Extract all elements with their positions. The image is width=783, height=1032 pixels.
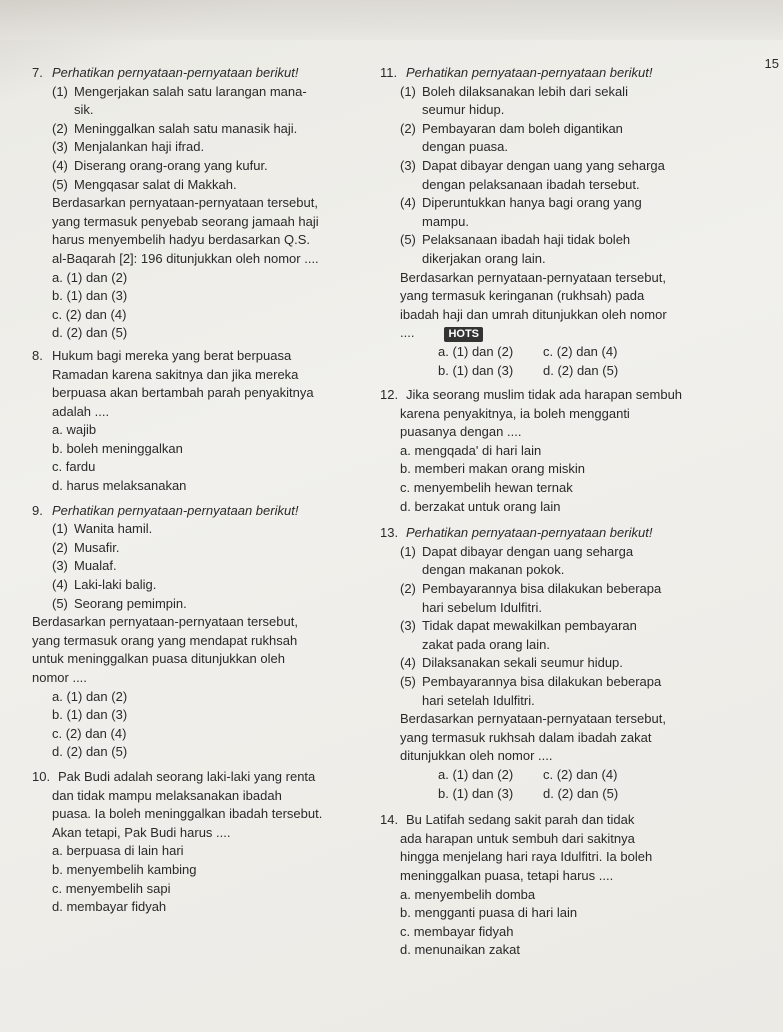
question-number: 9. bbox=[32, 502, 43, 518]
question-text-line: untuk meninggalkan puasa ditunjukkan oleh bbox=[32, 651, 285, 667]
statement-text: Seorang pemimpin. bbox=[74, 595, 187, 611]
statement-number: (2) bbox=[400, 120, 416, 136]
statement-item bbox=[32, 176, 392, 195]
answer-options bbox=[32, 269, 392, 343]
statement-item bbox=[380, 636, 760, 655]
question-10 bbox=[32, 768, 392, 917]
statement-list bbox=[32, 83, 392, 195]
statement-number: (1) bbox=[400, 83, 416, 99]
question-text-line: ada harapan untuk sembuh dari sakitnya bbox=[400, 830, 635, 846]
statement-item bbox=[380, 561, 760, 580]
statement-item bbox=[32, 120, 392, 139]
answer-option: b. (1) dan (3) bbox=[52, 288, 128, 304]
statement-item bbox=[32, 595, 392, 614]
statement-number: (5) bbox=[52, 595, 68, 611]
answer-option: c. (2) dan (4) bbox=[543, 343, 618, 359]
statement-number: (3) bbox=[400, 157, 416, 173]
answer-option: d. membayar fidyah bbox=[52, 899, 167, 915]
statement-text: Diperuntukkan hanya bagi orang yang bbox=[422, 195, 642, 211]
question-text-line: yang termasuk penyebab seorang jamaah haji bbox=[52, 213, 319, 229]
answer-option: d. (2) dan (5) bbox=[543, 785, 619, 801]
answer-option: a. berpuasa di lain hari bbox=[52, 843, 184, 859]
statement-item bbox=[32, 138, 392, 157]
statement-item bbox=[380, 250, 760, 269]
answer-option: c. menyembelih sapi bbox=[52, 880, 171, 896]
statement-text: Dapat dibayar dengan uang seharga bbox=[422, 543, 634, 559]
question-stem bbox=[380, 405, 760, 442]
question-number: 13. bbox=[380, 525, 399, 541]
answer-options bbox=[32, 842, 392, 916]
answer-options bbox=[380, 766, 760, 803]
question-text-line: karena penyakitnya, ia boleh mengganti bbox=[400, 405, 630, 421]
question-text-line: Jika seorang muslim tidak ada harapan sembuh bbox=[406, 387, 683, 403]
statement-item bbox=[32, 157, 392, 176]
statement-text: Dapat dibayar dengan uang yang seharga bbox=[422, 157, 665, 173]
question-text-line: ditunjukkan oleh nomor .... bbox=[400, 748, 553, 764]
statement-item bbox=[32, 576, 392, 595]
question-text-line: ibadah haji dan umrah ditunjukkan oleh nomor bbox=[400, 306, 667, 322]
statement-text: Pembayarannya bisa dilakukan beberapa bbox=[422, 674, 662, 689]
statement-text: hari setelah Idulfitri. bbox=[422, 692, 535, 708]
statement-text: Mengqasar salat di Makkah. bbox=[74, 176, 237, 192]
question-stem bbox=[380, 269, 760, 325]
statement-item bbox=[32, 101, 392, 120]
answer-options bbox=[380, 442, 760, 516]
statement-number: (2) bbox=[52, 539, 68, 555]
statement-number: (3) bbox=[52, 139, 68, 155]
question-text-line: dan tidak mampu melaksanakan ibadah bbox=[52, 787, 282, 803]
answer-options bbox=[32, 688, 392, 762]
statement-number: (4) bbox=[52, 157, 68, 173]
statement-number: (3) bbox=[400, 618, 416, 634]
statement-item bbox=[380, 138, 760, 157]
statement-text: Wanita hamil. bbox=[74, 521, 153, 537]
statement-number: (4) bbox=[52, 577, 68, 593]
statement-item bbox=[32, 539, 392, 558]
answer-option: a. (1) dan (2) bbox=[438, 343, 514, 359]
answer-option: b. boleh meninggalkan bbox=[52, 440, 183, 456]
answer-option: d. (2) dan (5) bbox=[543, 362, 619, 378]
statement-text: Tidak dapat mewakilkan pembayaran bbox=[422, 618, 637, 634]
question-text-line: Berdasarkan pernyataan-pernyataan tersebut, bbox=[52, 195, 318, 211]
statement-item bbox=[380, 157, 760, 176]
question-text-line: Ramadan karena sakitnya dan jika mereka bbox=[52, 366, 299, 382]
statement-text: Meninggalkan salah satu manasik haji. bbox=[74, 120, 298, 136]
answer-option: a. menyembelih domba bbox=[400, 886, 536, 902]
question-text-line: yang termasuk keringanan (rukhsah) pada bbox=[400, 288, 645, 304]
answer-options bbox=[380, 343, 760, 380]
statement-text: Pembayaran dam boleh digantikan bbox=[422, 120, 623, 136]
question-stem bbox=[32, 366, 392, 422]
statement-number: (4) bbox=[400, 195, 416, 211]
answer-option: a. (1) dan (2) bbox=[438, 766, 514, 782]
statement-item bbox=[380, 692, 760, 711]
question-text-line: adalah .... bbox=[52, 403, 110, 419]
question-stem bbox=[32, 787, 392, 843]
question-number: 14. bbox=[380, 812, 399, 828]
statement-number: (5) bbox=[400, 232, 416, 248]
question-title: Perhatikan pernyataan-pernyataan berikut! bbox=[52, 502, 299, 518]
question-text-line: hingga menjelang hari raya Idulfitri. Ia boleh bbox=[400, 849, 653, 865]
statement-text: Diserang orang-orang yang kufur. bbox=[74, 157, 268, 173]
answer-option: c. (2) dan (4) bbox=[52, 306, 127, 322]
statement-item bbox=[32, 83, 392, 102]
statement-item bbox=[380, 599, 760, 618]
statement-text: Boleh dilaksanakan lebih dari sekali bbox=[422, 83, 628, 99]
right-column bbox=[380, 64, 760, 962]
answer-option: a. (1) dan (2) bbox=[52, 688, 128, 704]
answer-option: c. membayar fidyah bbox=[400, 923, 514, 939]
statement-item bbox=[32, 557, 392, 576]
question-text-line: yang termasuk orang yang mendapat rukhsah bbox=[32, 632, 298, 648]
statement-text: dikerjakan orang lain. bbox=[422, 250, 546, 266]
question-text-line: Berdasarkan pernyataan-pernyataan tersebut, bbox=[400, 269, 666, 285]
question-text-line: Hukum bagi mereka yang berat berpuasa bbox=[52, 347, 292, 363]
statement-text: dengan pelaksanaan ibadah tersebut. bbox=[422, 176, 640, 192]
question-number: 12. bbox=[380, 387, 399, 403]
statement-text: zakat pada orang lain. bbox=[422, 636, 550, 652]
question-title: Perhatikan pernyataan-pernyataan berikut! bbox=[406, 525, 653, 541]
question-14 bbox=[380, 811, 760, 960]
statement-item bbox=[380, 543, 760, 562]
statement-text: Pembayarannya bisa dilakukan beberapa bbox=[422, 581, 662, 597]
answer-option: c. (2) dan (4) bbox=[543, 766, 618, 782]
statement-item bbox=[32, 520, 392, 539]
statement-item bbox=[380, 654, 760, 673]
answer-option: a. mengqada' di hari lain bbox=[400, 442, 542, 458]
statement-text: Laki-laki balig. bbox=[74, 577, 157, 593]
answer-option: b. (1) dan (3) bbox=[438, 362, 514, 378]
statement-number: (5) bbox=[52, 176, 68, 192]
statement-text: Mengerjakan salah satu larangan mana- bbox=[74, 83, 307, 99]
page-number: 15 bbox=[764, 56, 779, 71]
answer-option: c. fardu bbox=[52, 459, 96, 475]
answer-option: d. (2) dan (5) bbox=[52, 325, 128, 341]
statement-item bbox=[380, 213, 760, 232]
statement-item bbox=[380, 617, 760, 636]
answer-option: b. mengganti puasa di hari lain bbox=[400, 905, 578, 921]
statement-text: Musafir. bbox=[74, 539, 120, 555]
statement-text: Menjalankan haji ifrad. bbox=[74, 139, 205, 155]
question-text-line: Berdasarkan pernyataan-pernyataan tersebut, bbox=[400, 711, 666, 727]
answer-option: b. menyembelih kambing bbox=[52, 861, 197, 877]
question-7 bbox=[32, 64, 392, 343]
statement-item bbox=[380, 83, 760, 102]
answer-option: b. memberi makan orang miskin bbox=[400, 461, 585, 477]
question-number: 10. bbox=[32, 768, 51, 784]
statement-text: mampu. bbox=[422, 213, 469, 229]
statement-item bbox=[380, 580, 760, 599]
statement-number: (2) bbox=[400, 581, 416, 597]
answer-option: d. menunaikan zakat bbox=[400, 942, 520, 958]
question-text-line: Bu Latifah sedang sakit parah dan tidak bbox=[406, 812, 635, 828]
statement-item bbox=[380, 120, 760, 139]
question-stem bbox=[32, 613, 392, 687]
page-edge-shadow bbox=[0, 0, 783, 40]
question-text-line: berpuasa akan bertambah parah penyakitnya bbox=[52, 385, 314, 401]
statement-number: (1) bbox=[400, 543, 416, 559]
question-text-line: nomor .... bbox=[32, 670, 87, 685]
statement-text: hari sebelum Idulfitri. bbox=[422, 599, 542, 615]
hots-badge: HOTS bbox=[444, 327, 483, 342]
statement-number: (1) bbox=[52, 521, 68, 537]
statement-item bbox=[380, 673, 760, 692]
answer-option: d. berzakat untuk orang lain bbox=[400, 498, 561, 514]
answer-option: c. (2) dan (4) bbox=[52, 725, 127, 741]
answer-option: d. harus melaksanakan bbox=[52, 478, 187, 494]
question-text-line: meninggalkan puasa, tetapi harus .... bbox=[400, 867, 614, 883]
question-8 bbox=[32, 347, 392, 496]
question-13 bbox=[380, 524, 760, 803]
statement-number: (4) bbox=[400, 655, 416, 671]
question-title: Perhatikan pernyataan-pernyataan berikut! bbox=[52, 65, 299, 80]
question-stem bbox=[32, 194, 392, 268]
statement-text: dengan makanan pokok. bbox=[422, 562, 565, 578]
question-11 bbox=[380, 64, 760, 380]
question-text-line: Berdasarkan pernyataan-pernyataan tersebut, bbox=[32, 614, 298, 630]
answer-options bbox=[32, 421, 392, 495]
question-text-line: puasa. Ia boleh meninggalkan ibadah tersebut. bbox=[52, 806, 323, 822]
answer-option: d. (2) dan (5) bbox=[52, 744, 128, 760]
answer-option: c. menyembelih hewan ternak bbox=[400, 480, 573, 496]
question-text-line: harus menyembelih hadyu berdasarkan Q.S. bbox=[52, 232, 310, 248]
answer-option: a. (1) dan (2) bbox=[52, 269, 128, 285]
statement-text: Dilaksanakan sekali seumur hidup. bbox=[422, 655, 623, 671]
question-number: 7. bbox=[32, 65, 43, 80]
statement-text: seumur hidup. bbox=[422, 102, 505, 118]
question-9 bbox=[32, 502, 392, 762]
answer-option: b. (1) dan (3) bbox=[52, 707, 128, 723]
statement-number: (5) bbox=[400, 674, 416, 689]
statement-item bbox=[380, 176, 760, 195]
statement-number: (2) bbox=[52, 120, 68, 136]
answer-options bbox=[380, 886, 760, 960]
statement-list bbox=[380, 543, 760, 710]
answer-option: a. wajib bbox=[52, 422, 97, 438]
question-number: 11. bbox=[380, 65, 398, 80]
statement-text: sik. bbox=[74, 102, 94, 118]
answer-option: b. (1) dan (3) bbox=[438, 785, 514, 801]
stem-ellipsis: .... bbox=[400, 325, 415, 341]
question-12 bbox=[380, 386, 760, 516]
statement-text: Pelaksanaan ibadah haji tidak boleh bbox=[422, 232, 631, 248]
left-column bbox=[32, 64, 392, 919]
statement-item bbox=[380, 194, 760, 213]
question-stem bbox=[380, 710, 760, 766]
question-text-line: al-Baqarah [2]: 196 ditunjukkan oleh nomor .... bbox=[52, 250, 319, 266]
statement-number: (1) bbox=[52, 83, 68, 99]
statement-item bbox=[380, 231, 760, 250]
question-number: 8. bbox=[32, 347, 43, 363]
statement-text: dengan puasa. bbox=[422, 139, 509, 155]
question-title: Perhatikan pernyataan-pernyataan berikut! bbox=[406, 65, 653, 80]
statement-number: (3) bbox=[52, 558, 68, 574]
statement-text: Mualaf. bbox=[74, 558, 117, 574]
statement-list bbox=[380, 83, 760, 269]
question-stem bbox=[380, 830, 760, 886]
question-text-line: Pak Budi adalah seorang laki-laki yang renta bbox=[58, 768, 316, 784]
statement-item bbox=[380, 101, 760, 120]
statement-list bbox=[32, 520, 392, 613]
question-text-line: Akan tetapi, Pak Budi harus .... bbox=[52, 824, 231, 840]
question-text-line: yang termasuk rukhsah dalam ibadah zakat bbox=[400, 729, 652, 745]
question-text-line: puasanya dengan .... bbox=[400, 424, 522, 440]
